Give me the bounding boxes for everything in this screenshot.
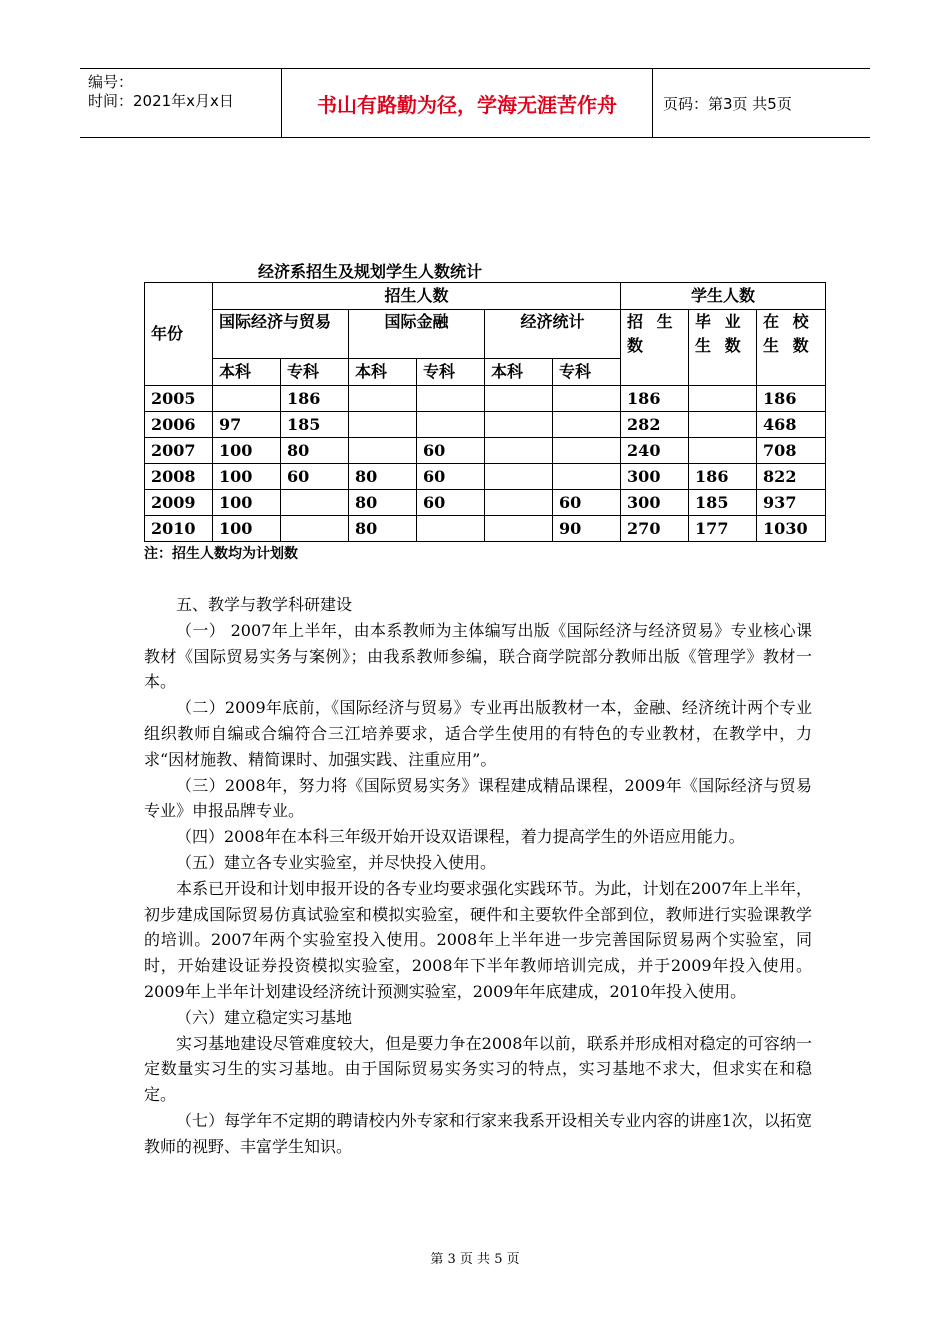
table-cell: [485, 516, 553, 542]
table-cell: [349, 412, 417, 438]
table-cell: [689, 438, 757, 464]
year-cell: 2007: [145, 438, 213, 464]
table-cell: [417, 412, 485, 438]
students-header: 学生人数: [621, 283, 826, 310]
table-row: [145, 386, 826, 412]
paragraph: （七）每学年不定期的聘请校内外专家和行家来我系开设相关专业内容的讲座1次，以拓宽教师的视野、丰富学生知识。: [144, 1110, 812, 1156]
table-title: 经济系招生及规划学生人数统计: [258, 262, 483, 281]
paragraph: （三）2008年，努力将《国际贸易实务》课程建成精品课程，2009年《国际经济与贸易专业》申报品牌专业。: [144, 775, 812, 821]
table-cell: 240: [621, 438, 689, 464]
section-heading: 五、教学与教学科研建设: [176, 595, 353, 614]
table-cell: [417, 516, 485, 542]
table-cell: 60: [417, 438, 485, 464]
student-col-header: 毕 业 生 数: [689, 310, 757, 386]
table-cell: [689, 386, 757, 412]
table-cell: 300: [621, 464, 689, 490]
table-cell: [689, 412, 757, 438]
year-cell: 2009: [145, 490, 213, 516]
table-cell: 90: [553, 516, 621, 542]
paragraph: 本系已开设和计划申报开设的各专业均要求强化实践环节。为此，计划在2007年上半年，初步建成国际贸易仿真试验室和模拟实验室，硬件和主要软件全部到位，教师进行实验课教学的培训。2007年两个实验室投入使用。2008年上半年进一步完善国际贸易两个实验室，同时，开始建设证券投资模拟实验室，2008年下半年教师培训完成，并于2009年投入使用。2009年上半年计划建设经济统计预测实验室，2009年年底建成，2010年投入使用。: [144, 878, 812, 1001]
table-cell: 186: [621, 386, 689, 412]
table-cell: 468: [757, 412, 826, 438]
table-cell: 80: [281, 438, 349, 464]
paragraph: （二）2009年底前，《国际经济与贸易》专业再出版教材一本，金融、经济统计两个专业组织教师自编或合编符合三江培养要求，适合学生使用的有特色的专业教材，在教学中，力求“因材施教、精简课时、加强实践、注重应用”。: [144, 698, 812, 769]
header-time-label: 时间：2021年x月x日: [88, 92, 234, 110]
table-row: [145, 412, 826, 438]
table-cell: [485, 438, 553, 464]
table-cell: [553, 464, 621, 490]
table-cell: [485, 464, 553, 490]
table-cell: 97: [213, 412, 281, 438]
sub-header: 本科: [349, 359, 417, 386]
year-cell: 2008: [145, 464, 213, 490]
table-cell: 80: [349, 464, 417, 490]
paragraph: 实习基地建设尽管难度较大，但是要力争在2008年以前，联系并形成相对稳定的可容纳一定数量实习生的实习基地。由于国际贸易实务实习的特点，实习基地不求大，但求实在和稳定。: [144, 1033, 812, 1105]
table-cell: [485, 412, 553, 438]
paragraph: （六）建立稳定实习基地: [176, 1007, 353, 1027]
table-row: [145, 490, 826, 516]
table-cell: [281, 516, 349, 542]
major-header: 经济统计: [485, 310, 621, 359]
table-row: [145, 438, 826, 464]
table-cell: 100: [213, 464, 281, 490]
paragraph: （一） 2007年上半年，由本系教师为主体编写出版《国际经济与经济贸易》专业核心课教材《国际贸易实务与案例》；由我系教师参编，联合商学院部分教师出版《管理学》教材一本。: [144, 620, 812, 692]
header-motto: 书山有路勤为径，学海无涯苦作舟: [282, 69, 653, 137]
table-cell: [349, 438, 417, 464]
table-cell: [485, 386, 553, 412]
table-cell: 60: [417, 464, 485, 490]
table-cell: 270: [621, 516, 689, 542]
table-cell: [213, 386, 281, 412]
major-header: 国际金融: [349, 310, 485, 359]
table-row: [145, 516, 826, 542]
paragraph: （四）2008年在本科三年级开始开设双语课程，着力提高学生的外语应用能力。: [176, 827, 745, 847]
table-note: 注：招生人数均为计划数: [144, 546, 298, 562]
table-cell: 300: [621, 490, 689, 516]
table-cell: [553, 386, 621, 412]
sub-header: 本科: [213, 359, 281, 386]
table-cell: 937: [757, 490, 826, 516]
page-header: [80, 68, 870, 138]
table-cell: 100: [213, 438, 281, 464]
table-cell: [485, 490, 553, 516]
sub-header: 专科: [417, 359, 485, 386]
header-page-info: 页码：第3页 共5页: [663, 94, 792, 113]
year-header: 年份: [145, 283, 213, 386]
table-cell: 60: [281, 464, 349, 490]
paragraph: （五）建立各专业实验室，并尽快投入使用。: [176, 852, 497, 872]
table-cell: 185: [281, 412, 349, 438]
table-cell: 186: [757, 386, 826, 412]
year-cell: 2005: [145, 386, 213, 412]
table-row: [145, 464, 826, 490]
body-text: [144, 592, 812, 1160]
table-cell: 177: [689, 516, 757, 542]
table-cell: 708: [757, 438, 826, 464]
table-cell: 60: [553, 490, 621, 516]
table-cell: 80: [349, 516, 417, 542]
header-meta: [80, 69, 282, 137]
table-cell: [553, 438, 621, 464]
year-cell: 2006: [145, 412, 213, 438]
table-cell: 185: [689, 490, 757, 516]
table-cell: [349, 386, 417, 412]
table-cell: [417, 386, 485, 412]
sub-header: 本科: [485, 359, 553, 386]
major-header: 国际经济与贸易: [213, 310, 349, 359]
student-col-header: 在 校 生 数: [757, 310, 826, 386]
year-cell: 2010: [145, 516, 213, 542]
table-cell: 100: [213, 490, 281, 516]
student-col-header: 招 生 数: [621, 310, 689, 386]
header-number-label: 编号：: [88, 73, 134, 91]
table-cell: 822: [757, 464, 826, 490]
table-cell: 186: [689, 464, 757, 490]
sub-header: 专科: [553, 359, 621, 386]
enrollment-table: [144, 282, 826, 542]
table-cell: 1030: [757, 516, 826, 542]
table-cell: 186: [281, 386, 349, 412]
table-cell: 100: [213, 516, 281, 542]
table-cell: 60: [417, 490, 485, 516]
table-cell: 80: [349, 490, 417, 516]
table-cell: [553, 412, 621, 438]
page-footer: 第 3 页 共 5 页: [430, 1252, 520, 1267]
sub-header: 专科: [281, 359, 349, 386]
table-cell: [281, 490, 349, 516]
table-cell: 282: [621, 412, 689, 438]
enroll-header: 招生人数: [213, 283, 621, 310]
